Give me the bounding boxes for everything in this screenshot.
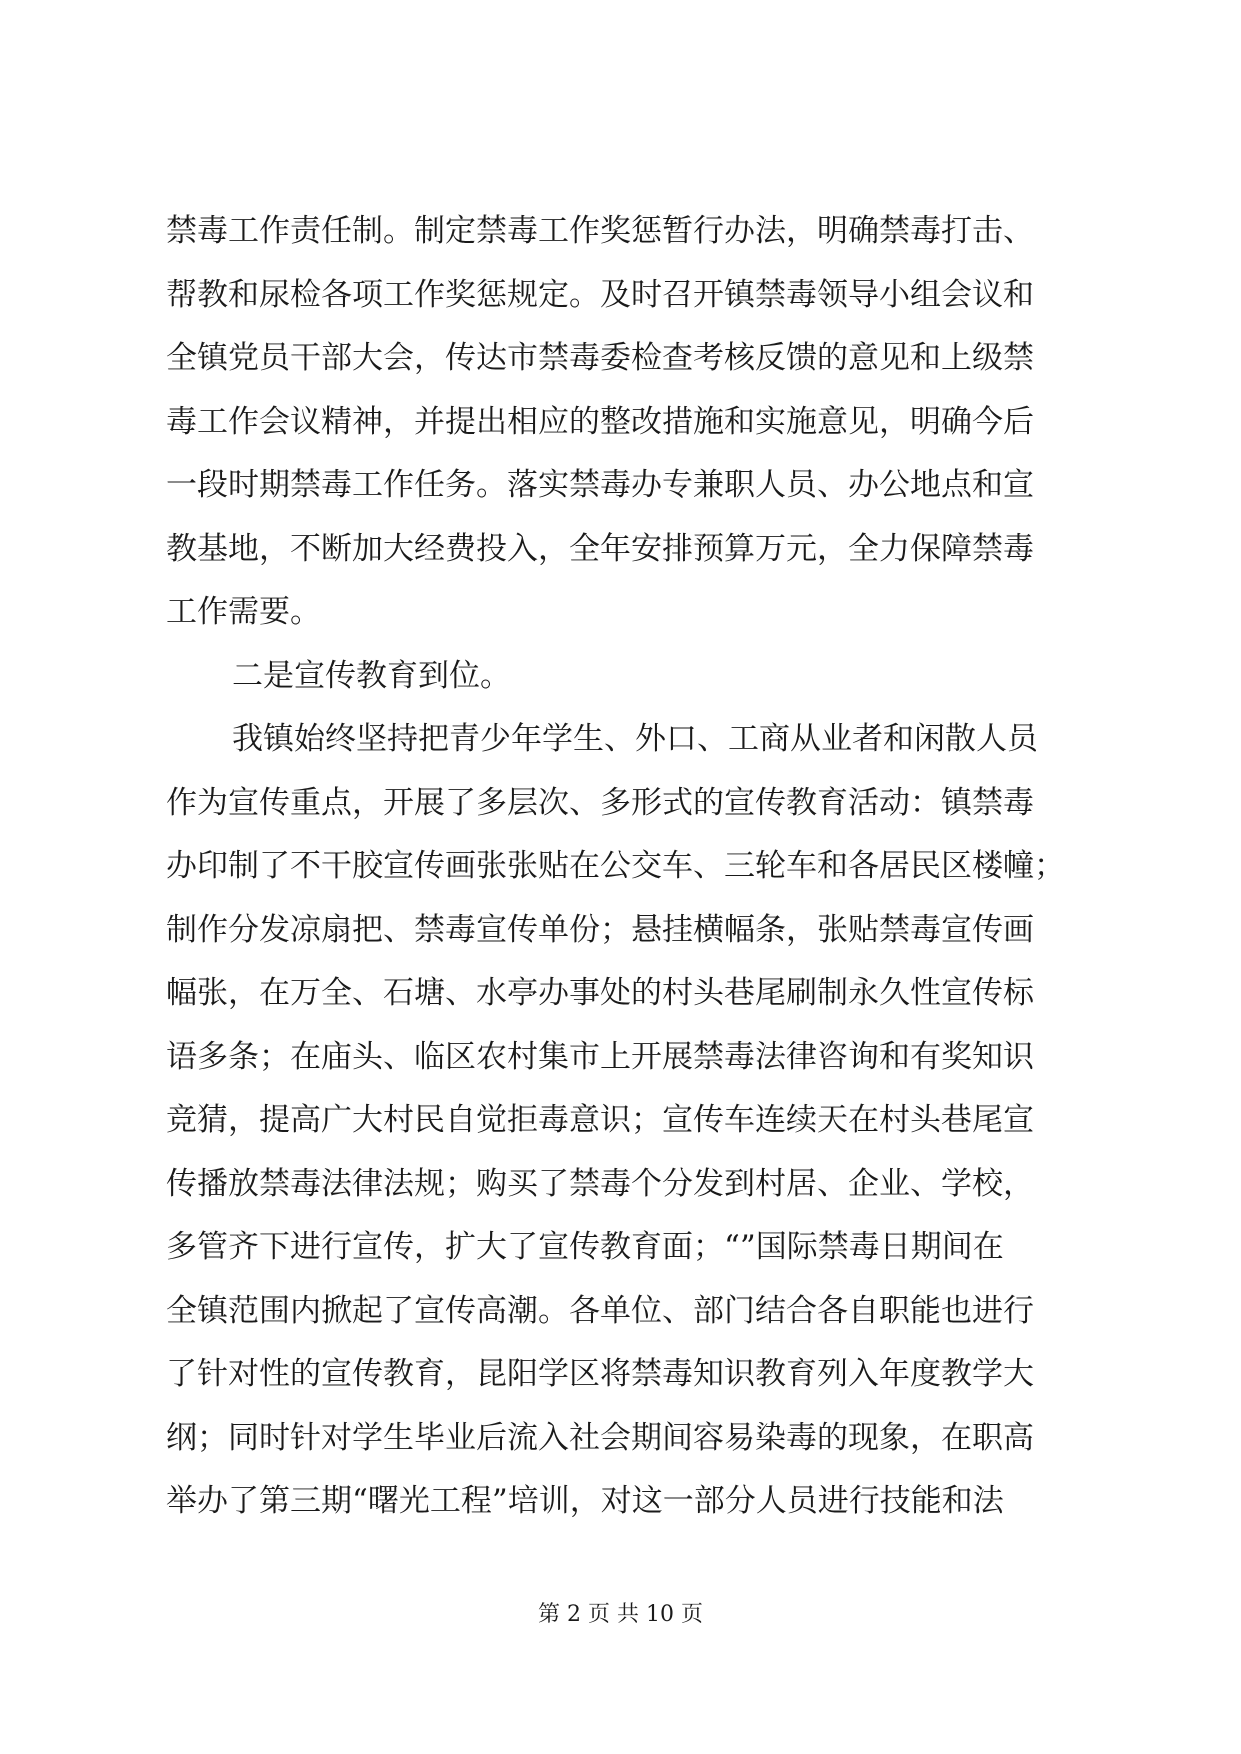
text-line: 语多条；在庙头、临区农村集市上开展禁毒法律咨询和有奖知识 — [166, 1038, 1034, 1075]
text-line: 纲；同时针对学生毕业后流入社会期间容易染毒的现象，在职高 — [166, 1419, 1034, 1456]
text-line: 办印制了不干胶宣传画张张贴在公交车、三轮车和各居民区楼幢； — [166, 848, 1065, 884]
text-line: 传播放禁毒法律法规；购买了禁毒个分发到村居、企业、学校， — [166, 1165, 1034, 1202]
text-line: 多管齐下进行宣传，扩大了宣传教育面；“”国际禁毒日期间在 — [166, 1229, 1004, 1265]
text-line: 全镇范围内掀起了宣传高潮。各单位、部门结合各自职能也进行 — [166, 1292, 1034, 1329]
page-number-footer: 第 2 页 共 10 页 — [538, 1602, 703, 1627]
text-line: 制作分发凉扇把、禁毒宣传单份；悬挂横幅条，张贴禁毒宣传画 — [166, 911, 1034, 948]
paragraph-first-line: 我镇始终坚持把青少年学生、外口、工商从业者和闲散人员 — [232, 721, 1038, 757]
text-line: 了针对性的宣传教育，昆阳学区将禁毒知识教育列入年度教学大 — [166, 1356, 1034, 1392]
text-line: 一段时期禁毒工作任务。落实禁毒办专兼职人员、办公地点和宣 — [166, 467, 1034, 503]
section-heading: 二是宣传教育到位。 — [232, 657, 511, 694]
text-line: 禁毒工作责任制。制定禁毒工作奖惩暂行办法，明确禁毒打击、 — [166, 213, 1034, 249]
text-line: 幅张，在万全、石塘、水亭办事处的村头巷尾刷制永久性宣传标 — [166, 975, 1034, 1011]
text-line: 举办了第三期“曙光工程”培训，对这一部分人员进行技能和法 — [166, 1483, 1004, 1519]
text-line: 教基地，不断加大经费投入，全年安排预算万元，全力保障禁毒 — [166, 530, 1034, 567]
text-line: 竞猜，提高广大村民自觉拒毒意识；宣传车连续天在村头巷尾宣 — [166, 1102, 1034, 1138]
text-line: 帮教和尿检各项工作奖惩规定。及时召开镇禁毒领导小组会议和 — [166, 276, 1034, 313]
text-line: 作为宣传重点，开展了多层次、多形式的宣传教育活动：镇禁毒 — [166, 784, 1034, 821]
text-line: 工作需要。 — [166, 594, 321, 630]
document-body — [166, 200, 1086, 1534]
text-line: 全镇党员干部大会，传达市禁毒委检查考核反馈的意见和上级禁 — [166, 340, 1034, 376]
text-line: 毒工作会议精神，并提出相应的整改措施和实施意见，明确今后 — [166, 403, 1034, 440]
